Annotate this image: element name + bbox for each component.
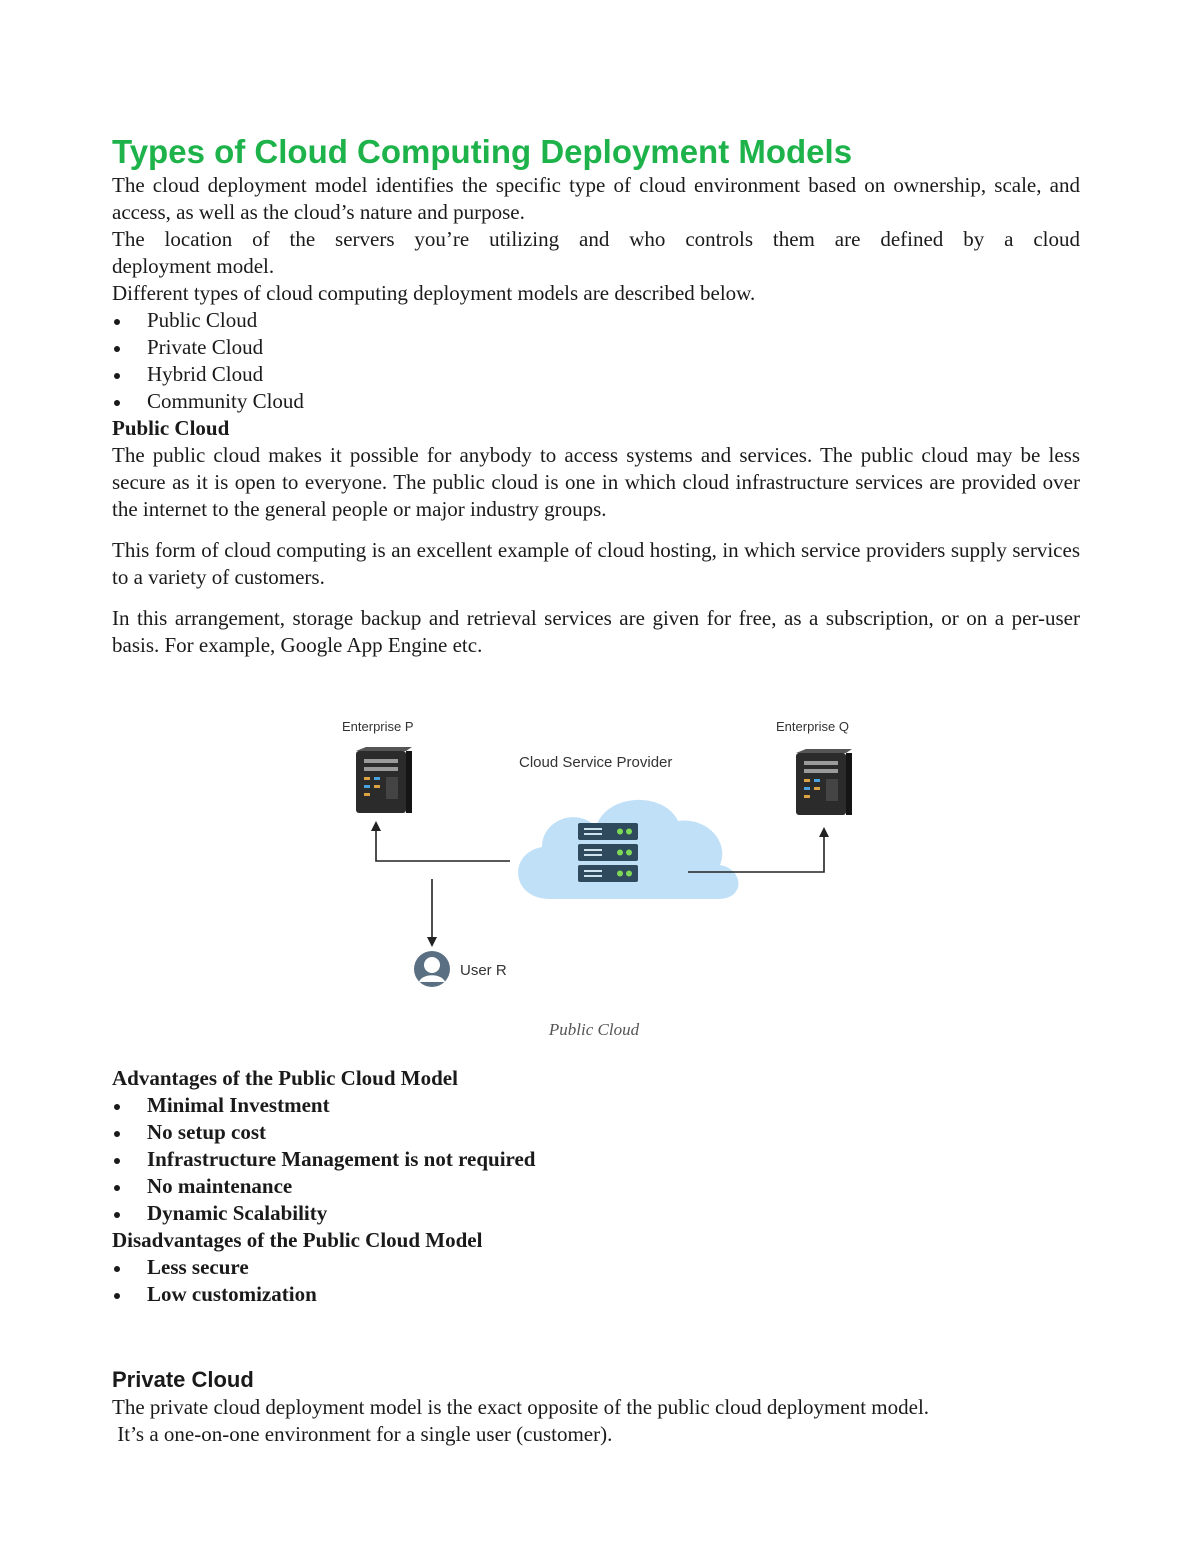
public-cloud-heading: Public Cloud	[112, 416, 230, 440]
list-item: Less secure	[112, 1254, 1080, 1281]
intro-paragraph-3: Different types of cloud computing deployment models are described below.	[112, 281, 756, 305]
list-item: No maintenance	[112, 1173, 1080, 1200]
figure-caption: Public Cloud	[548, 1020, 640, 1039]
server-rack-icon	[356, 747, 412, 813]
server-stack-icon	[578, 823, 638, 882]
advantages-heading: Advantages of the Public Cloud Model	[112, 1066, 458, 1090]
user-avatar-icon	[414, 951, 450, 987]
private-cloud-heading: Private Cloud	[112, 1367, 254, 1392]
list-item: Minimal Investment	[112, 1092, 1080, 1119]
list-item: Hybrid Cloud	[112, 361, 1080, 388]
provider-label: Cloud Service Provider	[519, 754, 673, 771]
server-rack-icon	[796, 749, 852, 815]
list-item: Low customization	[112, 1281, 1080, 1308]
list-item: Public Cloud	[112, 307, 1080, 334]
public-cloud-paragraph-2: This form of cloud computing is an excellent example of cloud hosting, in which service providers supply services to a variety of customers.	[112, 538, 1080, 589]
enterprise-q-label: Enterprise Q	[776, 719, 849, 734]
disadvantages-list	[112, 1254, 1080, 1308]
page-title: Types of Cloud Computing Deployment Models	[112, 133, 853, 170]
list-item: Private Cloud	[112, 334, 1080, 361]
public-cloud-paragraph-1: The public cloud makes it possible for anybody to access systems and services. The public cloud may be less secure as it is open to everyone. The public cloud is one in which cloud infrastructure services are provided over the internet to the general people or major industry groups.	[112, 443, 1080, 521]
list-item: No setup cost	[112, 1119, 1080, 1146]
models-list	[112, 307, 1080, 415]
intro-paragraph-2-line-1: The location of the servers you’re utilizing and who controls them are defined by a cloud	[112, 227, 1080, 251]
private-cloud-paragraph-1: The private cloud deployment model is the exact opposite of the public cloud deployment model.	[112, 1395, 930, 1419]
user-label: User R	[460, 962, 507, 979]
document-page	[112, 132, 1080, 1448]
intro-paragraph-1: The cloud deployment model identifies the specific type of cloud environment based on ownership, scale, and access, as well as the cloud’s nature and purpose.	[112, 173, 1080, 224]
public-cloud-paragraph-3: In this arrangement, storage backup and retrieval services are given for free, as a subscription, or on a per-user basis. For example, Google App Engine etc.	[112, 606, 1080, 657]
advantages-list	[112, 1092, 1080, 1227]
public-cloud-diagram	[112, 681, 1080, 1041]
private-cloud-paragraph-2: It’s a one-on-one environment for a single user (customer).	[112, 1422, 613, 1446]
intro-paragraph-2-line-2: deployment model.	[112, 254, 275, 278]
enterprise-p-label: Enterprise P	[342, 719, 414, 734]
list-item: Dynamic Scalability	[112, 1200, 1080, 1227]
diagram-canvas	[260, 681, 932, 1011]
disadvantages-heading: Disadvantages of the Public Cloud Model	[112, 1228, 483, 1252]
list-item: Community Cloud	[112, 388, 1080, 415]
list-item: Infrastructure Management is not required	[112, 1146, 1080, 1173]
